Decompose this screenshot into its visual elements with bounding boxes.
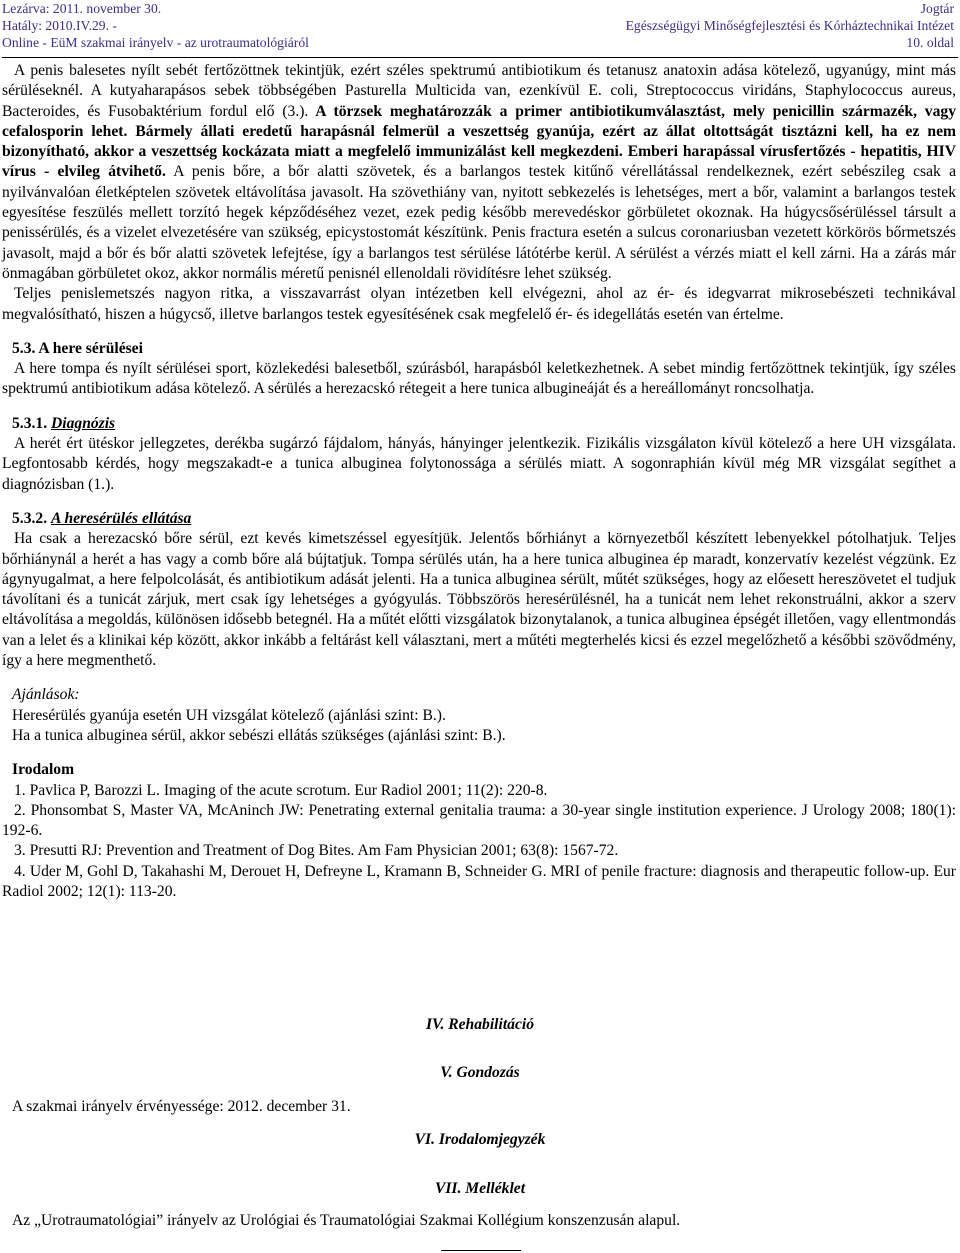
recommendations-title: Ajánlások: <box>12 686 80 704</box>
paragraph-bold-text: A törzsek meghatározzák a primer antibiotikumválasztást, mely penicillin származék, vagy cefalosporin lehet. Bármely állati eredetű harapásnál felmerül a veszettség gyanúja, ezért az állat oltottságát tisztázni kell, ha ez nem bizonyítható, akkor a veszettség kockázata miatt a megfelelő immunizálást kell megkezdeni. Emberi harapással vírusfertőzés - hepatitis, HIV vírus - elvileg átvihető. <box>2 102 956 181</box>
page-header <box>0 0 960 58</box>
section-heading-5-3-2: 5.3.2. A heresérülés ellátása <box>12 509 192 527</box>
paragraph-amputation: Teljes penislemetszés nagyon ritka, a visszavarrást olyan intézetben kell elvégezni, ahol az ér- és idegvarrat mikrosebészeti technikával megvalósítható, hiszen a húgycső, illetve barlangos testek egyesítésének csak megfelelő ér- és idegellátás esetén van értelme. <box>2 285 956 323</box>
page-number: 10. oldal <box>906 35 954 50</box>
effective-date: Hatály: 2010.IV.29. - <box>2 18 117 33</box>
reference-item: 1. Pavlica P, Barozzi L. Imaging of the acute scrotum. Eur Radiol 2001; 11(2): 220-8. <box>14 781 548 799</box>
reference-item: 2. Phonsombat S, Master VA, McAninch JW: Penetrating external genitalia trauma: a 30-year single institution experience. J Urology 2008; 180(1): 192-6. <box>2 801 956 840</box>
end-rule <box>441 1250 521 1251</box>
section-text-5-3-1: A herét ért ütéskor jellegzetes, derékba sugárzó fájdalom, hányás, hányinger jelentkezik. Fizikális vizsgálaton kívül kötelező a here UH vizsgálata. Legfontosabb kérdés, hogy megszakadt-e a tunica albuginea folytonossága a sérülés miatt. A sogonraphián kívül még MR vizsgálat segíthet a diagnózisban (1.). <box>2 435 956 493</box>
paragraph-penis-wounds <box>2 61 956 284</box>
closed-date: Lezárva: 2011. november 30. <box>2 1 162 16</box>
reference-item: 3. Presutti RJ: Prevention and Treatment of Dog Bites. Am Fam Physician 2001; 63(8): 1567-72. <box>14 842 619 860</box>
validity-note: A szakmai irányelv érvényessége: 2012. december 31. <box>12 1098 351 1115</box>
section-text-5-3-2: Ha csak a herezacskó bőre sérül, ezt kevés kimetszéssel egyesítjük. Jelentős bőrhiányt a környezetből készített lebenyekkel pótolhatjuk. Teljes bőrhiánynál a herét a has vagy a comb bőre alá bújtatjuk. Tompa sérülés után, ha a here tunica albuginea ép maradt, konzervatív kezelést végzünk. Ez ágynyugalmat, a here felpolcolását, és antibiotikum adását jelenti. Ha a tunica albuginea sérült, műtét szükséges, hogy az előesett hereszövetet el tudjuk távolítani és a tunicát zárjuk, mert csak így lehetséges a gyógyulás. Többszörös heresérülésnél, ha a tunicát nem lehet rekonstruálni, akkor a szerv eltávolítása a megoldás, különösen idősebb betegnél. Ha a műtét előtti vizsgálatok bizonytalanok, a tunica albuginea épségét illetően, vagy ellentmondás van a lelet és a klinikai kép között, akkor inkább a feltárást kell választani, mert a műtéti megterhelés kicsi és ezzel megelőzhető a későbbi szövődmény, így a here megmenthető. <box>2 530 956 670</box>
header-rule <box>2 57 958 58</box>
page-content <box>0 61 960 902</box>
institute: Egészségügyi Minőségfejlesztési és Kórháztechnikai Intézet <box>625 18 954 33</box>
references-title: Irodalom <box>12 761 75 779</box>
paragraph-text: A penis balesetes nyílt sebét fertőzöttnek tekintjük, ezért széles spektrumú antibiotikum és tetanusz anatoxin adása kötelező, ugyanúgy, mint más sérüléseknél. A kutyaharapásos sebek többségében Pasturella Multicida van, ezenkívül E. coli, Streptococcus viridáns, Staphylococcus aureus, Bacteroides, és Fusobaktérium fordul elő (3.). <box>2 62 956 120</box>
chapter-care: V. Gondozás <box>440 1064 520 1081</box>
chapter-appendix: VII. Melléklet <box>434 1180 526 1197</box>
recommendation-item: Ha a tunica albuginea sérül, akkor sebészi ellátás szükséges (ajánlási szint: B.). <box>12 726 506 744</box>
consensus-note: Az „Urotraumatológiai” irányelv az Urológiai és Traumatológiai Szakmai Kollégium konszenzusán alapul. <box>12 1212 681 1229</box>
publisher: Jogtár <box>920 1 954 16</box>
chapter-bibliography: VI. Irodalomjegyzék <box>414 1131 546 1148</box>
document-title: Online - EüM szakmai irányelv - az urotraumatológiáról <box>2 35 309 50</box>
paragraph-text: A penis bőre, a bőr alatti szövetek, és a barlangos testek kitűnő vérellátással rendelkeznek, ezért sebészileg csak a nyilvánvalóan életképtelen szövetek eltávolítása javasolt. Ha szövethiány van, nyitott sebkezelés is lehetséges, mert a bőr, valamint a barlangos testek egyesítése feszülés mellett torzító hegek képződéséhez vezet, ezek pedig később merevedéskor görbületet okoznak. Ha húgycsősérüléssel társult a penissérülés, és a vizelet elvezetésére van szükség, epicystostomát készítünk. Penis fractura esetén a sulcus coronariusban vezetett körkörös bőrmetszés javasolt, majd a bőr és bőr alatti szövetek lefejtése, így a barlangos test sérülése látótérbe kerül. A sérülést a vérzés miatt el kell zárni. Ha a zárás már önmagában görbületet okoz, akkor normális méretű penisnél ellenoldali rövidítésre lehet szükség. <box>2 163 956 282</box>
reference-item: 4. Uder M, Gohl D, Takahashi M, Derouet H, Defreyne L, Kramann B, Schneider G. MRI of penile fracture: diagnosis and therapeutic follow-up. Eur Radiol 2002; 12(1): 113-20. <box>2 862 956 900</box>
recommendation-item: Heresérülés gyanúja esetén UH vizsgálat kötelező (ajánlási szint: B.). <box>12 706 446 724</box>
section-text-5-3: A here tompa és nyílt sérülései sport, közlekedési balesetből, szúrásból, harapásból keletkezhetnek. A sebet mindig fertőzöttnek tekintjük, így széles spektrumú antibiotikum adása kötelező. A sérülés a herezacskó rétegeit a here tunica albugineáját és a hereállományt roncsolhatja. <box>2 360 956 398</box>
section-heading-5-3: 5.3. A here sérülései <box>12 339 143 357</box>
section-heading-5-3-1: 5.3.1. Diagnózis <box>12 414 116 432</box>
chapter-rehabilitation: IV. Rehabilitáció <box>425 1016 535 1033</box>
